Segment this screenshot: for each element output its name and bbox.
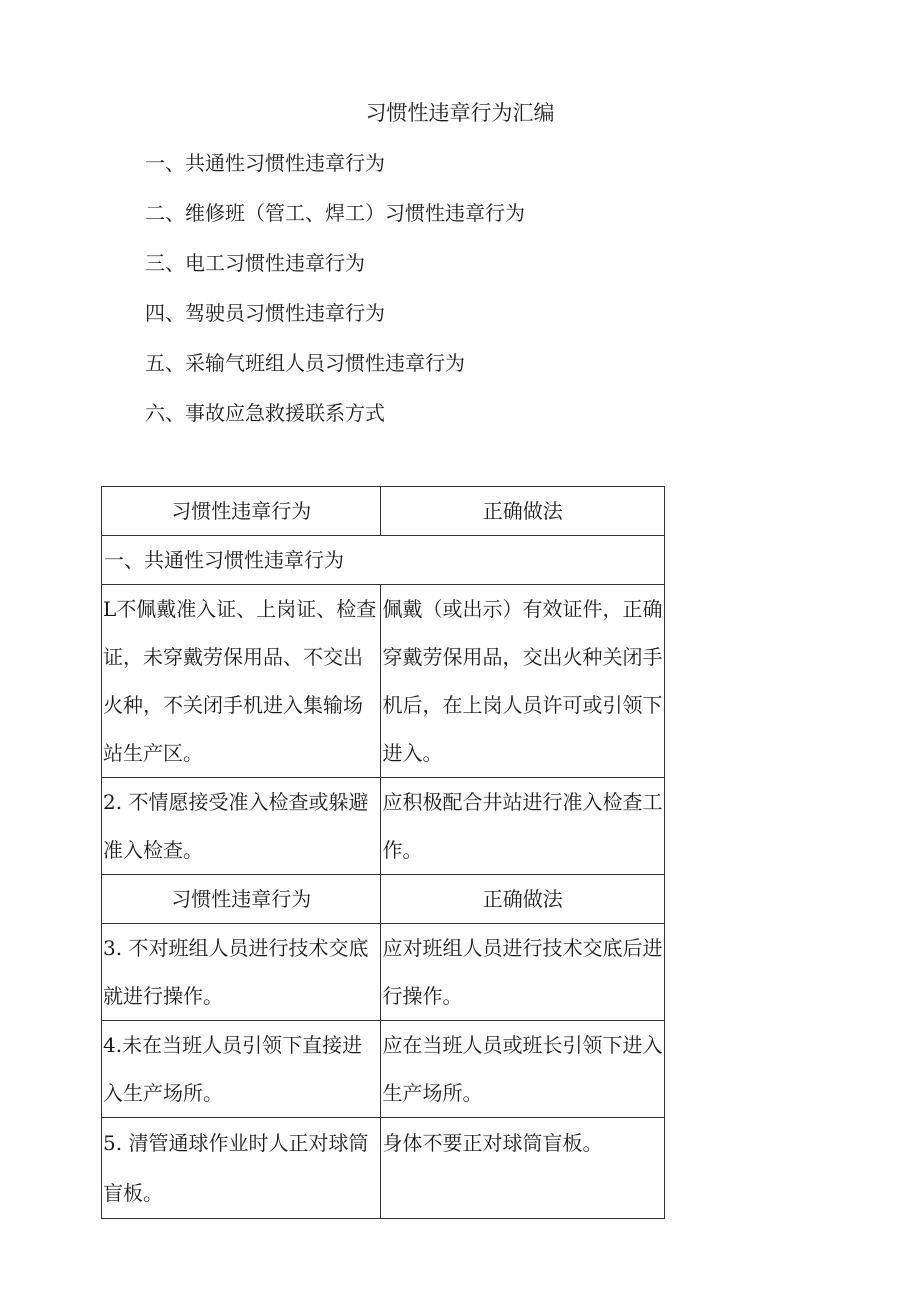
correct-practice-cell: 应在当班人员或班长引领下进入生产场所。: [381, 1021, 665, 1118]
section-row: [102, 536, 665, 585]
violation-cell: 5. 清管通球作业时人正对球筒盲板。: [102, 1118, 381, 1219]
correct-practice-cell: 身体不要正对球筒盲板。: [381, 1118, 665, 1219]
violation-cell: 3. 不对班组人员进行技术交底就进行操作。: [102, 924, 381, 1021]
header-violation: 习惯性违章行为: [102, 875, 381, 924]
toc-item: 一、共通性习惯性违章行为: [145, 151, 385, 175]
toc-item: 二、维修班（管工、焊工）习惯性违章行为: [145, 201, 525, 225]
correct-practice-cell: 应对班组人员进行技术交底后进行操作。: [381, 924, 665, 1021]
table-row: [102, 1021, 665, 1118]
correct-practice-cell: 佩戴（或出示）有效证件，正确穿戴劳保用品，交出火种关闭手机后，在上岗人员许可或引领下进入。: [381, 585, 665, 778]
correct-practice-cell: 应积极配合井站进行准入检查工作。: [381, 778, 665, 875]
toc-item: 四、驾驶员习惯性违章行为: [145, 301, 385, 325]
violation-cell: 2. 不情愿接受准入检查或躲避准入检查。: [102, 778, 381, 875]
table-row: [102, 778, 665, 875]
violations-table: [101, 486, 665, 1219]
section-title: 一、共通性习惯性违章行为: [102, 536, 665, 585]
header-correct-practice: 正确做法: [381, 875, 665, 924]
table-header-row: [102, 487, 665, 536]
table-header-row-repeat: [102, 875, 665, 924]
table-of-contents: [145, 148, 525, 448]
table-row: [102, 1118, 665, 1219]
page-title: 习惯性违章行为汇编: [365, 101, 555, 125]
toc-item: 三、电工习惯性违章行为: [145, 251, 365, 275]
table-row: [102, 924, 665, 1021]
header-correct-practice: 正确做法: [381, 487, 665, 536]
toc-item: 六、事故应急救援联系方式: [145, 401, 385, 425]
violation-cell: 4.未在当班人员引领下直接进入生产场所。: [102, 1021, 381, 1118]
header-violation: 习惯性违章行为: [102, 487, 381, 536]
table-row: [102, 585, 665, 778]
toc-item: 五、采输气班组人员习惯性违章行为: [145, 351, 465, 375]
violation-cell: L不佩戴准入证、上岗证、检查证，未穿戴劳保用品、不交出火种，不关闭手机进入集输场站生产区。: [102, 585, 381, 778]
